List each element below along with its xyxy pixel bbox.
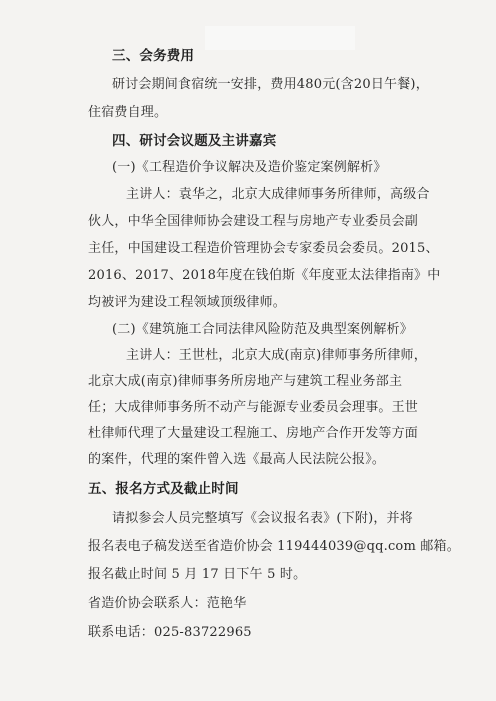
topic2-line-1: 主讲人：王世杜，北京大成(南京)律师事务所律师， (126, 348, 427, 363)
section3-line-2: 住宿费自理。 (88, 105, 168, 120)
section3-line-1: 研讨会期间食宿统一安排，费用480元(含20日午餐)， (112, 77, 429, 92)
contact-phone: 联系电话：025-83722965 (88, 625, 252, 640)
topic1-title: (一)《工程造价争议解决及造价鉴定案例解析》 (112, 160, 387, 175)
section5-heading: 五、报名方式及截止时间 (88, 481, 239, 497)
topic1-line-1: 主讲人：袁华之，北京大成律师事务所律师，高级合 (126, 187, 430, 202)
section5-line-3: 报名截止时间 5 月 17 日下午 5 时。 (88, 567, 307, 582)
section3-heading: 三、会务费用 (112, 48, 195, 64)
topic2-line-5: 的案件，代理的案件曾入选《最高人民法院公报》。 (88, 452, 386, 467)
topic1-line-4: 2016、2017、2018年度在钱伯斯《年度亚太法律指南》中 (88, 268, 441, 283)
blank-area (205, 26, 355, 50)
topic2-line-2: 北京大成(南京)律师事务所房地产与建筑工程业务部主 (88, 374, 403, 389)
topic1-line-2: 伙人，中华全国律师协会建设工程与房地产专业委员会副 (88, 214, 419, 229)
section4-heading: 四、研讨会议题及主讲嘉宾 (112, 133, 277, 149)
section5-line-2: 报名表电子稿发送至省造价协会 119444039@qq.com 邮箱。 (88, 539, 460, 554)
topic2-line-4: 杜律师代理了大量建设工程施工、房地产合作开发等方面 (88, 426, 419, 441)
section5-line-1: 请拟参会人员完整填写《会议报名表》(下附)，并将 (112, 511, 413, 526)
topic1-line-5: 均被评为建设工程领域顶级律师。 (88, 295, 287, 310)
topic1-line-3: 主任，中国建设工程造价管理协会专家委员会委员。2015、 (88, 241, 439, 256)
contact-person: 省造价协会联系人：范艳华 (88, 596, 247, 611)
topic2-line-3: 任；大成律师事务所不动产与能源专业委员会理事。王世 (88, 400, 419, 415)
topic2-title: (二)《建筑施工合同法律风险防范及典型案例解析》 (112, 322, 413, 337)
